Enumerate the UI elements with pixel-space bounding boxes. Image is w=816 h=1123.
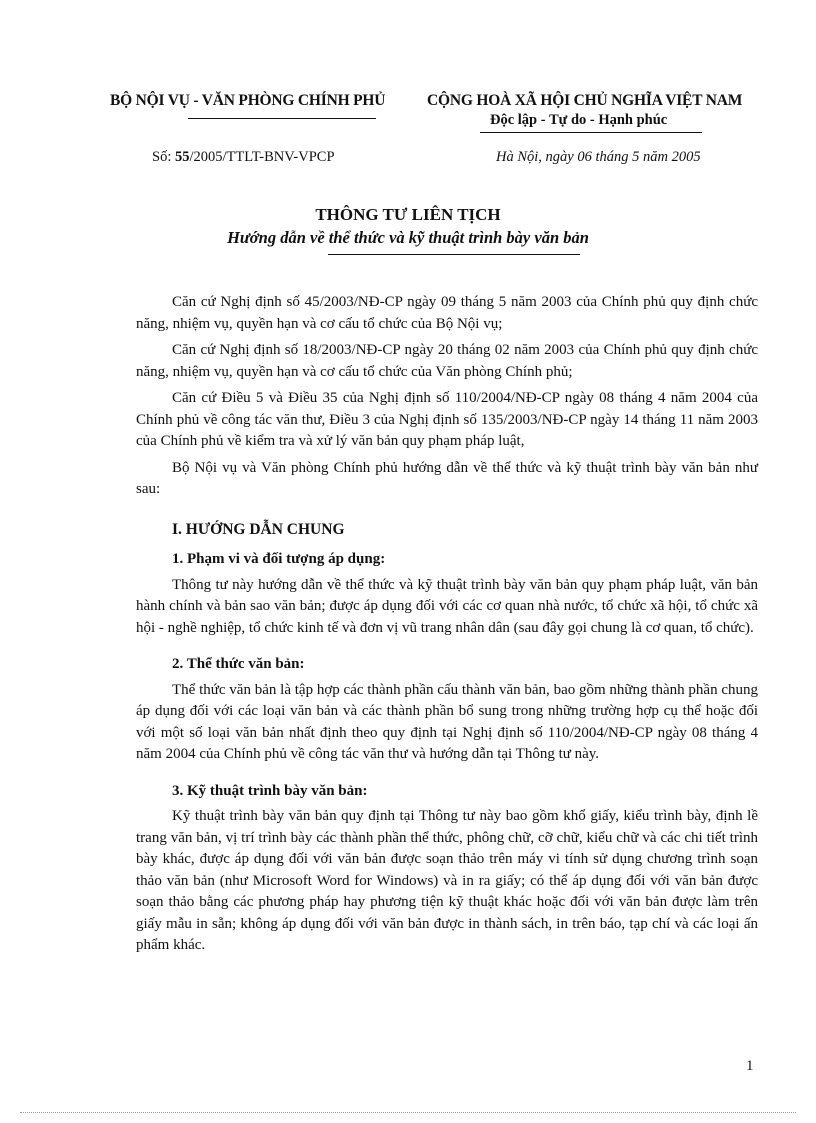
document-number-prefix: Số: (152, 149, 172, 165)
section-heading: I. HƯỚNG DẪN CHUNG (172, 520, 345, 538)
page-number: 1 (746, 1058, 754, 1074)
national-motto: Độc lập - Tự do - Hạnh phúc (490, 112, 668, 128)
national-title: CỘNG HOÀ XÃ HỘI CHỦ NGHĨA VIỆT NAM (427, 92, 743, 109)
subsection-heading: 1. Phạm vi và đối tượng áp dụng: (172, 551, 386, 567)
preamble-paragraph: Căn cứ Nghị định số 18/2003/NĐ-CP ngày 20 tháng 02 năm 2003 của Chính phủ quy định chức năng, nhiệm vụ, quyền hạn và cơ cấu tổ chức của Văn phòng Chính phủ; (136, 342, 758, 380)
title-underline (328, 254, 580, 255)
document-subtitle: Hướng dẫn về thể thức và kỹ thuật trình bày văn bản (227, 228, 589, 247)
subsection-heading: 2. Thể thức văn bản: (172, 656, 305, 672)
document-number (152, 149, 335, 166)
document-title: THÔNG TƯ LIÊN TỊCH (315, 205, 501, 224)
document-number-value: 55 (174, 149, 190, 165)
issuing-agency: BỘ NỘI VỤ - VĂN PHÒNG CHÍNH PHỦ (110, 92, 386, 109)
issuing-agency-underline (188, 118, 376, 119)
page-bottom-rule (20, 1112, 796, 1113)
document-date: Hà Nội, ngày 06 tháng 5 năm 2005 (496, 149, 701, 165)
subsection-paragraph: Kỹ thuật trình bày văn bản quy định tại Thông tư này bao gồm khổ giấy, kiểu trình bày, định lề trang văn bản, vị trí trình bày các thành phần thể thức, phông chữ, cỡ chữ, kiểu chữ và các chi tiết trình bày khác, được áp dụng đối với văn bản được soạn thảo trên máy vi tính sử dụng chương trình soạn thảo văn bản (như Microsoft Word for Windows) và in ra giấy; có thể áp dụng đối với văn bản được soạn thảo bằng các phương pháp hay phương tiện kỹ thuật khác hoặc đối với văn bản được làm trên giấy mẫu in sẵn; không áp dụng đối với văn bản được in thành sách, in trên báo, tạp chí và các loại ấn phẩm khác. (136, 808, 758, 953)
preamble-paragraph: Căn cứ Nghị định số 45/2003/NĐ-CP ngày 09 tháng 5 năm 2003 của Chính phủ quy định chức năng, nhiệm vụ, quyền hạn và cơ cấu tổ chức của Bộ Nội vụ; (136, 294, 758, 332)
document-body (136, 292, 758, 962)
document-number-suffix: /2005/TTLT-BNV-VPCP (189, 149, 335, 165)
preamble-paragraph: Bộ Nội vụ và Văn phòng Chính phủ hướng dẫn về thể thức và kỹ thuật trình bày văn bản như sau: (136, 459, 758, 497)
subsection-paragraph: Thể thức văn bản là tập hợp các thành phần cấu thành văn bản, bao gồm những thành phần chung áp dụng đối với các loại văn bản và các thành phần bổ sung trong những trường hợp cụ thể hoặc đối với một số loại văn bản nhất định theo quy định tại Nghị định số 110/2004/NĐ-CP ngày 08 tháng 4 năm 2004 của Chính phủ về công tác văn thư và hướng dẫn tại Thông tư này. (136, 681, 758, 762)
preamble-paragraph: Căn cứ Điều 5 và Điều 35 của Nghị định số 110/2004/NĐ-CP ngày 08 tháng 4 năm 2004 của Chính phủ về công tác văn thư, Điều 3 của Nghị định số 135/2003/NĐ-CP ngày 14 tháng 11 năm 2003 của Chính phủ về kiểm tra và xử lý văn bản quy phạm pháp luật, (136, 390, 758, 449)
national-motto-underline (480, 132, 702, 133)
subsection-heading: 3. Kỹ thuật trình bày văn bản: (172, 782, 368, 799)
subsection-paragraph: Thông tư này hướng dẫn về thể thức và kỹ thuật trình bày văn bản quy phạm pháp luật, văn bản hành chính và bản sao văn bản; được áp dụng đối với các cơ quan nhà nước, tổ chức xã hội, tổ chức xã hội - nghề nghiệp, tổ chức kinh tế và đơn vị vũ trang nhân dân (sau đây gọi chung là cơ quan, tổ chức). (136, 576, 758, 636)
